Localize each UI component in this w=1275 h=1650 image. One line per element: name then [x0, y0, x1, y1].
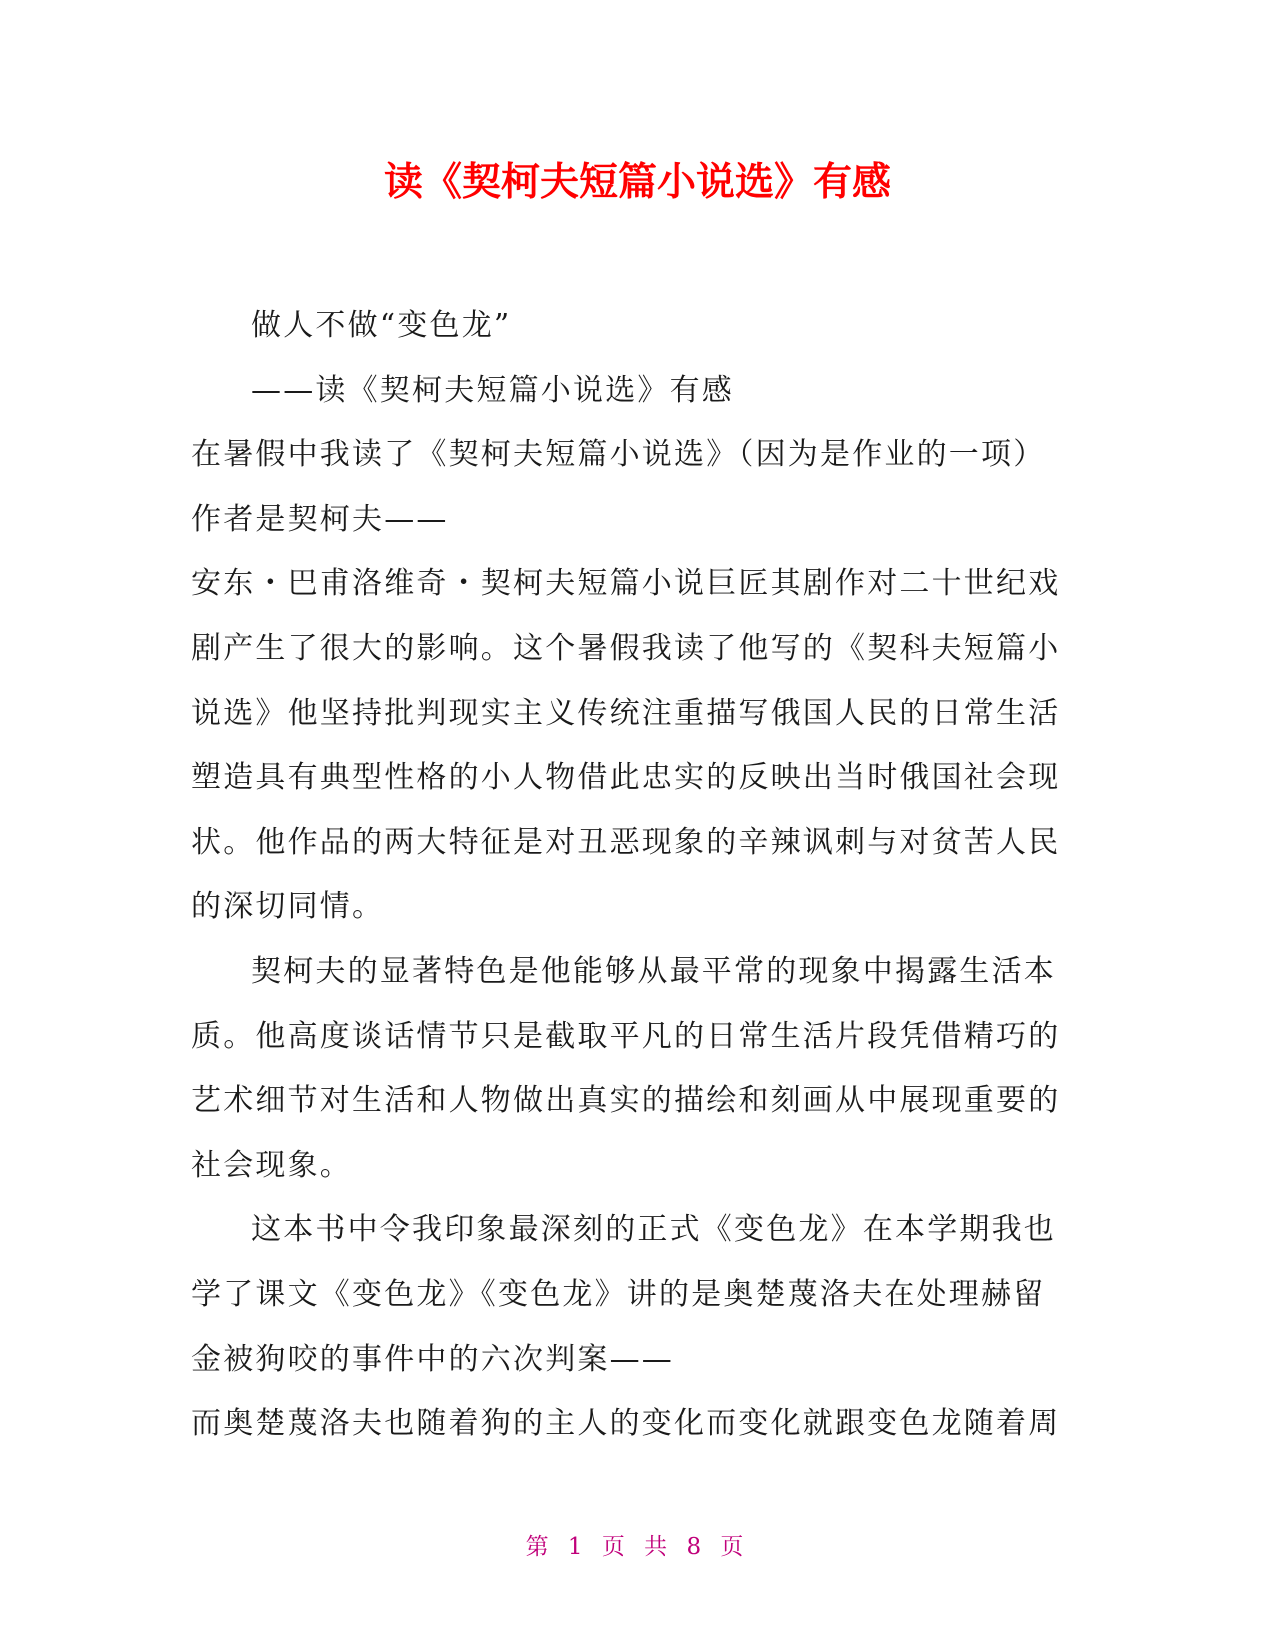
body-line: 剧产生了很大的影响。这个暑假我读了他写的《契科夫短篇小: [191, 630, 1061, 666]
body-line: 做人不做“变色龙”: [251, 308, 512, 343]
body-line: 社会现象。: [191, 1147, 352, 1183]
body-line: 契柯夫的显著特色是他能够从最平常的现象中揭露生活本: [251, 953, 1056, 989]
document-body: [191, 294, 1097, 1457]
body-line: 质。他高度谈话情节只是截取平凡的日常生活片段凭借精巧的: [191, 1018, 1061, 1054]
document-title: 读《契柯夫短篇小说选》有感: [383, 160, 891, 205]
body-line: 作者是契柯夫——: [191, 501, 449, 537]
body-line: 艺术细节对生活和人物做出真实的描绘和刻画从中展现重要的: [191, 1083, 1061, 1119]
body-line: 学了课文《变色龙》《变色龙》讲的是奥楚蔑洛夫在处理赫留: [191, 1276, 1046, 1312]
page-footer: 第 1 页 共 8 页: [525, 1534, 750, 1560]
body-line: 金被狗咬的事件中的六次判案——: [191, 1341, 674, 1377]
body-line: ——读《契柯夫短篇小说选》有感: [251, 372, 734, 408]
body-line: 的深切同情。: [191, 889, 385, 925]
body-line: 塑造具有典型性格的小人物借此忠实的反映出当时俄国社会现: [191, 760, 1061, 796]
body-line: 在暑假中我读了《契柯夫短篇小说选》（因为是作业的一项）: [191, 437, 1046, 473]
body-line: 而奥楚蔑洛夫也随着狗的主人的变化而变化就跟变色龙随着周: [191, 1406, 1061, 1442]
body-line: 安东・巴甫洛维奇・契柯夫短篇小说巨匠其剧作对二十世纪戏: [191, 566, 1061, 602]
body-line: 说选》他坚持批判现实主义传统注重描写俄国人民的日常生活: [191, 695, 1061, 731]
body-line: 这本书中令我印象最深刻的正式《变色龙》在本学期我也: [251, 1212, 1056, 1248]
body-line: 状。他作品的两大特征是对丑恶现象的辛辣讽刺与对贫苦人民: [191, 824, 1061, 860]
